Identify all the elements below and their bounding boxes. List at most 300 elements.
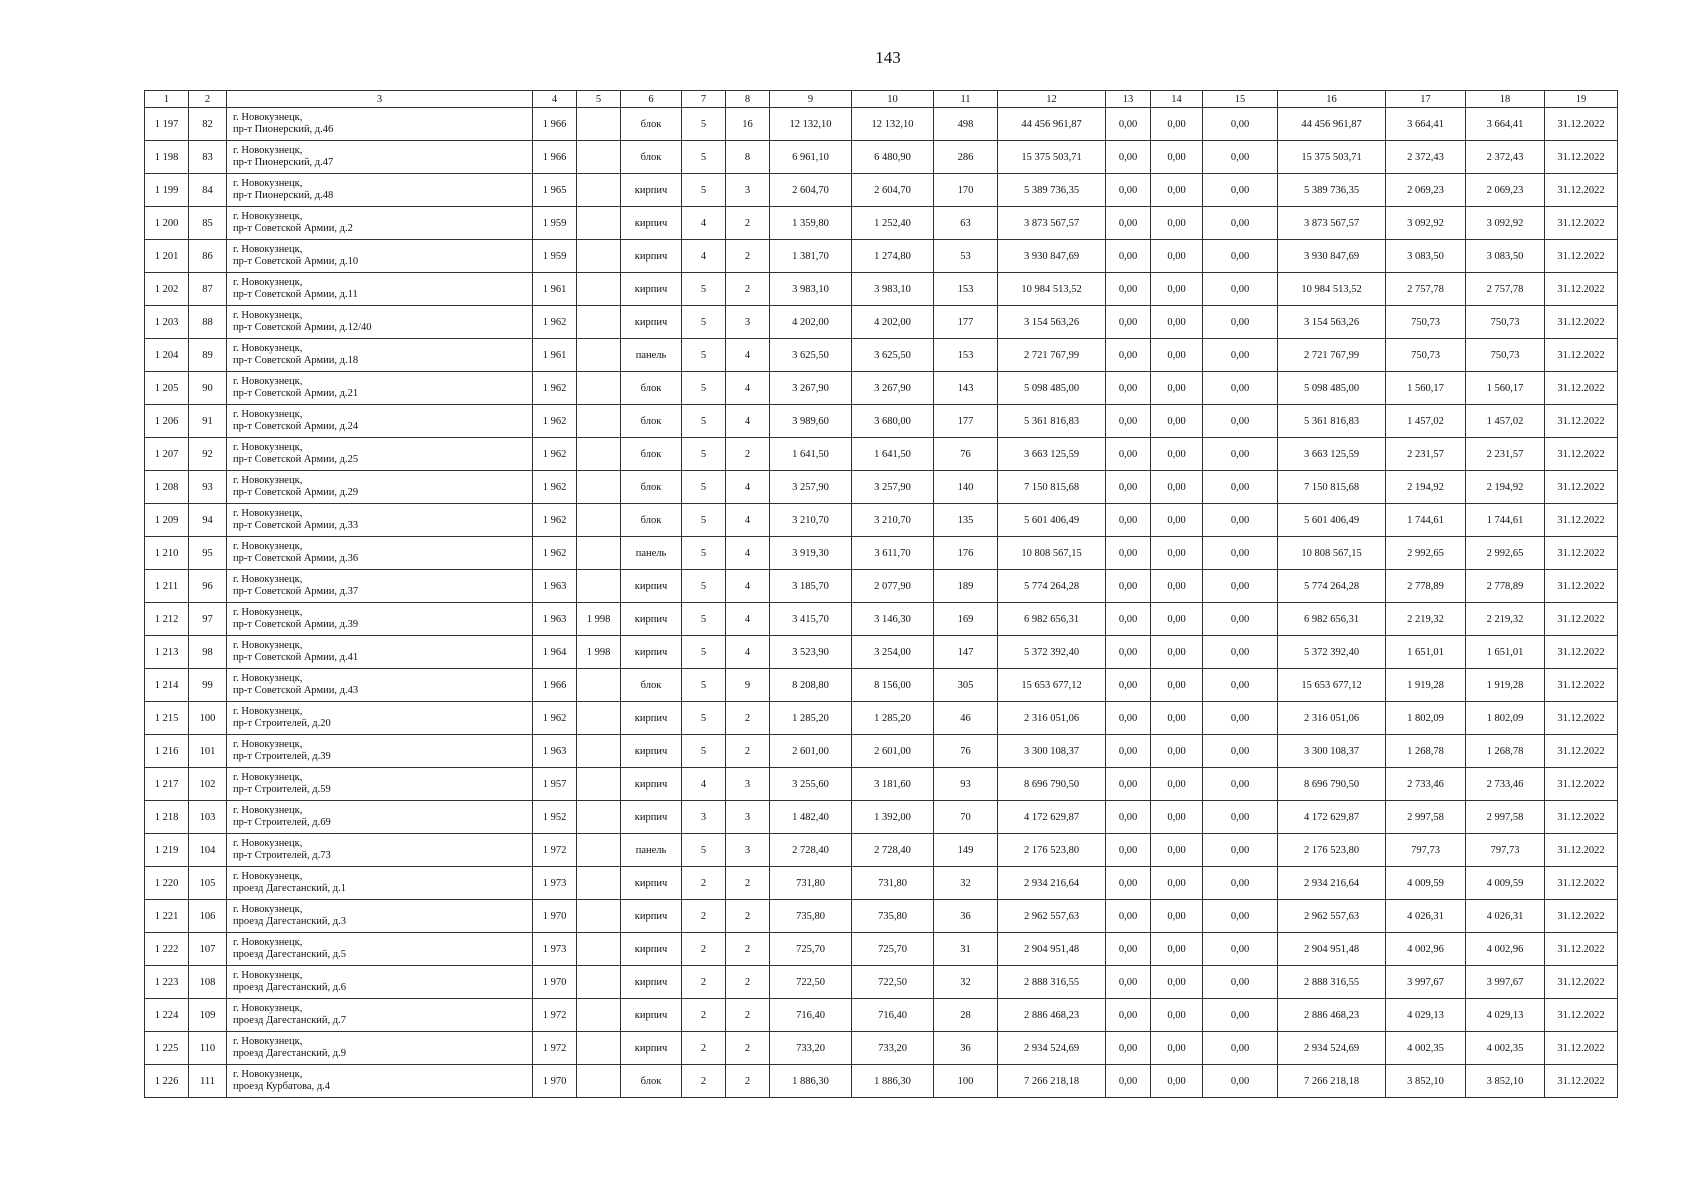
address-city: г. Новокузнецк, xyxy=(233,1069,303,1080)
cell-col-7: 5 xyxy=(682,636,726,669)
cell-col-5: 1 998 xyxy=(577,603,621,636)
cell-col-5 xyxy=(577,1065,621,1098)
cell-col-15: 0,00 xyxy=(1203,306,1278,339)
cell-col-15: 0,00 xyxy=(1203,900,1278,933)
cell-col-15: 0,00 xyxy=(1203,108,1278,141)
cell-col-4: 1 962 xyxy=(533,438,577,471)
cell-col-10: 3 267,90 xyxy=(852,372,934,405)
cell-col-18: 1 802,09 xyxy=(1466,702,1545,735)
cell-col-5 xyxy=(577,273,621,306)
cell-col-9: 735,80 xyxy=(770,900,852,933)
cell-col-12: 3 154 563,26 xyxy=(998,306,1106,339)
address-cell xyxy=(227,867,533,900)
cell-col-9: 3 267,90 xyxy=(770,372,852,405)
cell-col-10: 3 680,00 xyxy=(852,405,934,438)
cell-col-6: блок xyxy=(621,405,682,438)
cell-col-8: 2 xyxy=(726,438,770,471)
cell-col-9: 3 983,10 xyxy=(770,273,852,306)
cell-col-16: 44 456 961,87 xyxy=(1278,108,1386,141)
cell-col-7: 5 xyxy=(682,669,726,702)
address-city: г. Новокузнецк, xyxy=(233,574,303,585)
cell-col-14: 0,00 xyxy=(1151,1032,1203,1065)
cell-col-6: кирпич xyxy=(621,735,682,768)
cell-col-14: 0,00 xyxy=(1151,900,1203,933)
cell-col-7: 5 xyxy=(682,834,726,867)
cell-col-4: 1 973 xyxy=(533,867,577,900)
address-cell xyxy=(227,141,533,174)
address-street: пр-т Строителей, д.73 xyxy=(233,850,331,861)
cell-col-7: 4 xyxy=(682,240,726,273)
address-cell xyxy=(227,834,533,867)
cell-col-19: 31.12.2022 xyxy=(1545,636,1618,669)
cell-col-4: 1 961 xyxy=(533,273,577,306)
cell-col-6: кирпич xyxy=(621,900,682,933)
cell-col-18: 2 231,57 xyxy=(1466,438,1545,471)
cell-col-8: 2 xyxy=(726,207,770,240)
cell-col-5 xyxy=(577,174,621,207)
cell-col-4: 1 966 xyxy=(533,141,577,174)
cell-col-16: 5 361 816,83 xyxy=(1278,405,1386,438)
cell-col-4: 1 972 xyxy=(533,1032,577,1065)
cell-col-15: 0,00 xyxy=(1203,669,1278,702)
cell-col-6: кирпич xyxy=(621,636,682,669)
cell-col-7: 2 xyxy=(682,1065,726,1098)
cell-col-19: 31.12.2022 xyxy=(1545,240,1618,273)
cell-col-12: 7 150 815,68 xyxy=(998,471,1106,504)
column-header-2: 2 xyxy=(189,91,227,108)
address-city: г. Новокузнецк, xyxy=(233,1003,303,1014)
cell-col-4: 1 964 xyxy=(533,636,577,669)
cell-col-4: 1 962 xyxy=(533,537,577,570)
cell-col-8: 4 xyxy=(726,537,770,570)
cell-col-7: 2 xyxy=(682,966,726,999)
row-sub-number-cell: 107 xyxy=(189,933,227,966)
cell-col-11: 305 xyxy=(934,669,998,702)
cell-col-10: 1 641,50 xyxy=(852,438,934,471)
address-street: пр-т Строителей, д.39 xyxy=(233,751,331,762)
cell-col-14: 0,00 xyxy=(1151,1065,1203,1098)
address-city: г. Новокузнецк, xyxy=(233,1036,303,1047)
cell-col-14: 0,00 xyxy=(1151,867,1203,900)
address-cell xyxy=(227,405,533,438)
cell-col-10: 3 254,00 xyxy=(852,636,934,669)
cell-col-12: 15 375 503,71 xyxy=(998,141,1106,174)
cell-col-7: 5 xyxy=(682,438,726,471)
cell-col-8: 2 xyxy=(726,933,770,966)
cell-col-9: 3 210,70 xyxy=(770,504,852,537)
column-header-11: 11 xyxy=(934,91,998,108)
address-cell xyxy=(227,669,533,702)
cell-col-5 xyxy=(577,108,621,141)
address-cell xyxy=(227,801,533,834)
table-row xyxy=(145,669,1618,702)
cell-col-12: 8 696 790,50 xyxy=(998,768,1106,801)
cell-col-11: 36 xyxy=(934,900,998,933)
cell-col-8: 2 xyxy=(726,1032,770,1065)
cell-col-4: 1 959 xyxy=(533,207,577,240)
cell-col-13: 0,00 xyxy=(1106,1065,1151,1098)
address-city: г. Новокузнецк, xyxy=(233,772,303,783)
cell-col-13: 0,00 xyxy=(1106,141,1151,174)
row-sub-number-cell: 91 xyxy=(189,405,227,438)
cell-col-13: 0,00 xyxy=(1106,174,1151,207)
cell-col-5 xyxy=(577,999,621,1032)
cell-col-10: 725,70 xyxy=(852,933,934,966)
address-cell xyxy=(227,240,533,273)
address-city: г. Новокузнецк, xyxy=(233,211,303,222)
cell-col-15: 0,00 xyxy=(1203,999,1278,1032)
cell-col-7: 5 xyxy=(682,108,726,141)
cell-col-14: 0,00 xyxy=(1151,207,1203,240)
cell-col-17: 797,73 xyxy=(1386,834,1466,867)
cell-col-11: 53 xyxy=(934,240,998,273)
row-sub-number-cell: 105 xyxy=(189,867,227,900)
address-cell xyxy=(227,999,533,1032)
column-header-7: 7 xyxy=(682,91,726,108)
cell-col-5 xyxy=(577,372,621,405)
table-row xyxy=(145,768,1618,801)
table-row xyxy=(145,1065,1618,1098)
cell-col-4: 1 962 xyxy=(533,471,577,504)
cell-col-8: 4 xyxy=(726,504,770,537)
cell-col-18: 4 002,96 xyxy=(1466,933,1545,966)
cell-col-8: 4 xyxy=(726,339,770,372)
cell-col-18: 797,73 xyxy=(1466,834,1545,867)
cell-col-12: 2 176 523,80 xyxy=(998,834,1106,867)
cell-col-17: 1 268,78 xyxy=(1386,735,1466,768)
row-number-cell: 1 205 xyxy=(145,372,189,405)
cell-col-18: 1 744,61 xyxy=(1466,504,1545,537)
cell-col-6: кирпич xyxy=(621,933,682,966)
table-row xyxy=(145,207,1618,240)
column-header-6: 6 xyxy=(621,91,682,108)
address-city: г. Новокузнецк, xyxy=(233,739,303,750)
column-header-15: 15 xyxy=(1203,91,1278,108)
cell-col-8: 2 xyxy=(726,1065,770,1098)
cell-col-13: 0,00 xyxy=(1106,702,1151,735)
cell-col-14: 0,00 xyxy=(1151,372,1203,405)
cell-col-11: 149 xyxy=(934,834,998,867)
address-cell xyxy=(227,933,533,966)
cell-col-15: 0,00 xyxy=(1203,372,1278,405)
address-street: проезд Дагестанский, д.7 xyxy=(233,1015,346,1026)
address-street: пр-т Строителей, д.69 xyxy=(233,817,331,828)
cell-col-13: 0,00 xyxy=(1106,966,1151,999)
table-row xyxy=(145,438,1618,471)
cell-col-16: 15 653 677,12 xyxy=(1278,669,1386,702)
cell-col-8: 3 xyxy=(726,306,770,339)
row-number-cell: 1 206 xyxy=(145,405,189,438)
cell-col-8: 2 xyxy=(726,735,770,768)
cell-col-9: 1 359,80 xyxy=(770,207,852,240)
cell-col-18: 2 219,32 xyxy=(1466,603,1545,636)
cell-col-4: 1 959 xyxy=(533,240,577,273)
cell-col-9: 3 523,90 xyxy=(770,636,852,669)
cell-col-5 xyxy=(577,405,621,438)
table-row xyxy=(145,966,1618,999)
cell-col-8: 2 xyxy=(726,702,770,735)
cell-col-13: 0,00 xyxy=(1106,570,1151,603)
cell-col-12: 3 663 125,59 xyxy=(998,438,1106,471)
cell-col-12: 7 266 218,18 xyxy=(998,1065,1106,1098)
cell-col-18: 1 919,28 xyxy=(1466,669,1545,702)
cell-col-16: 2 888 316,55 xyxy=(1278,966,1386,999)
table-row xyxy=(145,273,1618,306)
address-cell xyxy=(227,471,533,504)
cell-col-19: 31.12.2022 xyxy=(1545,933,1618,966)
cell-col-17: 2 997,58 xyxy=(1386,801,1466,834)
cell-col-8: 9 xyxy=(726,669,770,702)
cell-col-13: 0,00 xyxy=(1106,1032,1151,1065)
cell-col-6: кирпич xyxy=(621,966,682,999)
cell-col-4: 1 973 xyxy=(533,933,577,966)
address-city: г. Новокузнецк, xyxy=(233,871,303,882)
cell-col-16: 10 808 567,15 xyxy=(1278,537,1386,570)
row-sub-number-cell: 111 xyxy=(189,1065,227,1098)
address-city: г. Новокузнецк, xyxy=(233,805,303,816)
row-sub-number-cell: 95 xyxy=(189,537,227,570)
table-row xyxy=(145,735,1618,768)
cell-col-6: кирпич xyxy=(621,273,682,306)
cell-col-6: кирпич xyxy=(621,207,682,240)
cell-col-12: 15 653 677,12 xyxy=(998,669,1106,702)
cell-col-5 xyxy=(577,933,621,966)
cell-col-17: 2 757,78 xyxy=(1386,273,1466,306)
cell-col-19: 31.12.2022 xyxy=(1545,306,1618,339)
cell-col-10: 731,80 xyxy=(852,867,934,900)
cell-col-18: 1 560,17 xyxy=(1466,372,1545,405)
cell-col-15: 0,00 xyxy=(1203,141,1278,174)
address-street: пр-т Советской Армии, д.24 xyxy=(233,421,359,432)
cell-col-12: 5 389 736,35 xyxy=(998,174,1106,207)
address-cell xyxy=(227,702,533,735)
cell-col-19: 31.12.2022 xyxy=(1545,669,1618,702)
cell-col-10: 2 077,90 xyxy=(852,570,934,603)
cell-col-4: 1 961 xyxy=(533,339,577,372)
cell-col-16: 7 150 815,68 xyxy=(1278,471,1386,504)
address-street: проезд Дагестанский, д.1 xyxy=(233,883,346,894)
address-cell xyxy=(227,603,533,636)
table-row xyxy=(145,570,1618,603)
cell-col-4: 1 962 xyxy=(533,504,577,537)
cell-col-6: кирпич xyxy=(621,240,682,273)
cell-col-6: кирпич xyxy=(621,999,682,1032)
cell-col-7: 5 xyxy=(682,603,726,636)
cell-col-12: 3 300 108,37 xyxy=(998,735,1106,768)
cell-col-16: 3 300 108,37 xyxy=(1278,735,1386,768)
cell-col-5 xyxy=(577,702,621,735)
cell-col-15: 0,00 xyxy=(1203,504,1278,537)
page-number: 143 xyxy=(875,48,901,67)
cell-col-6: кирпич xyxy=(621,174,682,207)
address-cell xyxy=(227,504,533,537)
cell-col-17: 1 744,61 xyxy=(1386,504,1466,537)
cell-col-15: 0,00 xyxy=(1203,405,1278,438)
address-cell xyxy=(227,273,533,306)
cell-col-7: 2 xyxy=(682,867,726,900)
cell-col-4: 1 952 xyxy=(533,801,577,834)
cell-col-12: 2 886 468,23 xyxy=(998,999,1106,1032)
cell-col-14: 0,00 xyxy=(1151,735,1203,768)
cell-col-7: 5 xyxy=(682,735,726,768)
cell-col-8: 3 xyxy=(726,834,770,867)
address-city: г. Новокузнецк, xyxy=(233,970,303,981)
address-street: пр-т Советской Армии, д.25 xyxy=(233,454,359,465)
table-body xyxy=(145,108,1618,1098)
cell-col-9: 731,80 xyxy=(770,867,852,900)
row-number-cell: 1 202 xyxy=(145,273,189,306)
cell-col-9: 716,40 xyxy=(770,999,852,1032)
cell-col-5 xyxy=(577,537,621,570)
cell-col-14: 0,00 xyxy=(1151,405,1203,438)
cell-col-12: 6 982 656,31 xyxy=(998,603,1106,636)
address-street: пр-т Советской Армии, д.39 xyxy=(233,619,359,630)
cell-col-4: 1 966 xyxy=(533,669,577,702)
cell-col-19: 31.12.2022 xyxy=(1545,438,1618,471)
cell-col-5 xyxy=(577,900,621,933)
cell-col-12: 5 774 264,28 xyxy=(998,570,1106,603)
cell-col-15: 0,00 xyxy=(1203,438,1278,471)
cell-col-7: 4 xyxy=(682,768,726,801)
cell-col-19: 31.12.2022 xyxy=(1545,339,1618,372)
cell-col-8: 2 xyxy=(726,966,770,999)
cell-col-8: 2 xyxy=(726,240,770,273)
row-sub-number-cell: 87 xyxy=(189,273,227,306)
cell-col-4: 1 972 xyxy=(533,999,577,1032)
cell-col-16: 7 266 218,18 xyxy=(1278,1065,1386,1098)
cell-col-7: 5 xyxy=(682,174,726,207)
row-number-cell: 1 210 xyxy=(145,537,189,570)
address-city: г. Новокузнецк, xyxy=(233,508,303,519)
table-row xyxy=(145,801,1618,834)
cell-col-10: 722,50 xyxy=(852,966,934,999)
cell-col-6: блок xyxy=(621,372,682,405)
address-cell xyxy=(227,339,533,372)
cell-col-18: 2 733,46 xyxy=(1466,768,1545,801)
cell-col-5: 1 998 xyxy=(577,636,621,669)
cell-col-12: 2 934 216,64 xyxy=(998,867,1106,900)
cell-col-7: 4 xyxy=(682,207,726,240)
cell-col-14: 0,00 xyxy=(1151,240,1203,273)
address-cell xyxy=(227,372,533,405)
cell-col-5 xyxy=(577,834,621,867)
cell-col-14: 0,00 xyxy=(1151,570,1203,603)
cell-col-11: 147 xyxy=(934,636,998,669)
address-city: г. Новокузнецк, xyxy=(233,607,303,618)
address-city: г. Новокузнецк, xyxy=(233,178,303,189)
row-number-cell: 1 219 xyxy=(145,834,189,867)
cell-col-4: 1 970 xyxy=(533,900,577,933)
cell-col-10: 3 257,90 xyxy=(852,471,934,504)
cell-col-6: кирпич xyxy=(621,1032,682,1065)
table-row xyxy=(145,636,1618,669)
cell-col-16: 15 375 503,71 xyxy=(1278,141,1386,174)
cell-col-11: 153 xyxy=(934,339,998,372)
cell-col-13: 0,00 xyxy=(1106,867,1151,900)
row-sub-number-cell: 108 xyxy=(189,966,227,999)
cell-col-14: 0,00 xyxy=(1151,174,1203,207)
address-city: г. Новокузнецк, xyxy=(233,376,303,387)
column-header-3: 3 xyxy=(227,91,533,108)
row-sub-number-cell: 109 xyxy=(189,999,227,1032)
address-street: пр-т Строителей, д.20 xyxy=(233,718,331,729)
cell-col-13: 0,00 xyxy=(1106,834,1151,867)
cell-col-14: 0,00 xyxy=(1151,603,1203,636)
cell-col-11: 143 xyxy=(934,372,998,405)
cell-col-5 xyxy=(577,1032,621,1065)
cell-col-12: 10 984 513,52 xyxy=(998,273,1106,306)
row-number-cell: 1 197 xyxy=(145,108,189,141)
row-sub-number-cell: 92 xyxy=(189,438,227,471)
cell-col-18: 2 997,58 xyxy=(1466,801,1545,834)
cell-col-10: 716,40 xyxy=(852,999,934,1032)
cell-col-11: 177 xyxy=(934,306,998,339)
row-number-cell: 1 215 xyxy=(145,702,189,735)
cell-col-19: 31.12.2022 xyxy=(1545,570,1618,603)
cell-col-18: 2 757,78 xyxy=(1466,273,1545,306)
cell-col-14: 0,00 xyxy=(1151,108,1203,141)
cell-col-14: 0,00 xyxy=(1151,339,1203,372)
cell-col-7: 5 xyxy=(682,306,726,339)
cell-col-6: кирпич xyxy=(621,603,682,636)
address-city: г. Новокузнецк, xyxy=(233,706,303,717)
cell-col-10: 3 210,70 xyxy=(852,504,934,537)
row-sub-number-cell: 104 xyxy=(189,834,227,867)
cell-col-4: 1 965 xyxy=(533,174,577,207)
cell-col-8: 4 xyxy=(726,405,770,438)
cell-col-18: 3 997,67 xyxy=(1466,966,1545,999)
cell-col-11: 63 xyxy=(934,207,998,240)
cell-col-9: 1 285,20 xyxy=(770,702,852,735)
row-sub-number-cell: 90 xyxy=(189,372,227,405)
cell-col-14: 0,00 xyxy=(1151,537,1203,570)
row-sub-number-cell: 83 xyxy=(189,141,227,174)
cell-col-18: 3 092,92 xyxy=(1466,207,1545,240)
cell-col-9: 2 601,00 xyxy=(770,735,852,768)
column-header-5: 5 xyxy=(577,91,621,108)
cell-col-15: 0,00 xyxy=(1203,471,1278,504)
address-city: г. Новокузнецк, xyxy=(233,475,303,486)
cell-col-16: 3 930 847,69 xyxy=(1278,240,1386,273)
cell-col-18: 4 002,35 xyxy=(1466,1032,1545,1065)
cell-col-19: 31.12.2022 xyxy=(1545,801,1618,834)
row-number-cell: 1 203 xyxy=(145,306,189,339)
cell-col-6: кирпич xyxy=(621,801,682,834)
column-header-9: 9 xyxy=(770,91,852,108)
cell-col-15: 0,00 xyxy=(1203,207,1278,240)
cell-col-17: 1 919,28 xyxy=(1386,669,1466,702)
cell-col-11: 70 xyxy=(934,801,998,834)
cell-col-17: 3 083,50 xyxy=(1386,240,1466,273)
row-number-cell: 1 222 xyxy=(145,933,189,966)
row-sub-number-cell: 96 xyxy=(189,570,227,603)
cell-col-14: 0,00 xyxy=(1151,471,1203,504)
address-cell xyxy=(227,768,533,801)
table-row xyxy=(145,702,1618,735)
cell-col-10: 3 611,70 xyxy=(852,537,934,570)
address-cell xyxy=(227,438,533,471)
cell-col-17: 1 651,01 xyxy=(1386,636,1466,669)
row-number-cell: 1 218 xyxy=(145,801,189,834)
address-cell xyxy=(227,1065,533,1098)
cell-col-15: 0,00 xyxy=(1203,735,1278,768)
cell-col-8: 4 xyxy=(726,603,770,636)
table-row xyxy=(145,1032,1618,1065)
table-row xyxy=(145,405,1618,438)
cell-col-19: 31.12.2022 xyxy=(1545,207,1618,240)
cell-col-17: 2 231,57 xyxy=(1386,438,1466,471)
cell-col-6: панель xyxy=(621,834,682,867)
